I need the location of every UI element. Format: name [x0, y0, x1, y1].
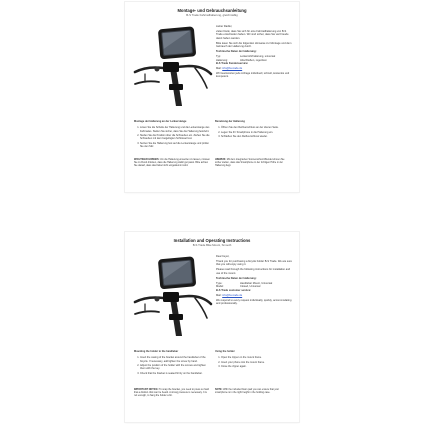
bike-mount-photo [133, 22, 213, 106]
service-heading: B-S Trade customer service: [216, 288, 252, 292]
service-mail-link[interactable]: info@bs-trade.de [222, 293, 243, 297]
mounting-step: 3. Setzen Sie die Halterung fest auf die Lenkerstange und prüfen Sie den Sitz. [140, 142, 210, 149]
mounting-step: 3. Check that the bracket is seated firmly on the handlebar. [140, 372, 210, 375]
usage-step: 3. Schließen Sie den Reißverschluss wieder. [221, 135, 291, 138]
intro-column [216, 255, 292, 307]
notice-label: IMPORTANT NOTICE: [134, 388, 159, 391]
note-label: NOTE: [215, 388, 223, 391]
usage-section [215, 120, 291, 140]
page-title: Installation and Operating Instructions [173, 238, 251, 243]
usage-step: 1. Öffnen Sie den Reißverschluss an der oberen Seite. [221, 126, 291, 129]
service-heading: B-S Trade Kundenservice: [216, 62, 249, 66]
mounting-step: 2. Stellen Sie die Position über die Schrauben ein. Ziehen Sie die Schrauben mit dem beigefügten Schlüssel fest. [140, 134, 210, 141]
mounting-step: 1. Insert the casing of the bracket around the handlebar of the bicycle. If necessary, add lighten the screw by hand. [140, 356, 210, 363]
greeting: Lieber Radler, [216, 25, 233, 28]
intro-paragraph: Thank you for purchasing a bicycle holder B-S Trade. We are sure that you will enjoy using it. [216, 260, 292, 267]
service-mail-label: Mail: [216, 293, 222, 297]
mounting-section [134, 120, 210, 150]
spec-value: Abschließen, regenfest [240, 58, 267, 62]
page-title: Montage- und Gebrauchsanleitung [177, 8, 247, 13]
note [215, 388, 291, 394]
spec-key: Model: [216, 285, 224, 289]
note-label: HINWEIS: [215, 158, 227, 161]
service-text: We respond to every request individually, quickly, accommodating and professionally. [216, 298, 292, 306]
usage-heading: Benutzung der Halterung [215, 120, 245, 123]
instructions-paragraph: Bitte lesen Sie sich die folgenden Hinweise zur Montage und dem Gebrauch der Halterung durch. [216, 41, 292, 49]
service-mail-label: Mail: [216, 67, 222, 71]
important-notice [134, 388, 210, 398]
specs-heading: Technische Daten der Halterung: [216, 50, 257, 54]
usage-step: 2. Insert your phone into the mount frame. [221, 361, 291, 364]
mounting-step: 2. Adjust the position of the holder with the screws and tighten them with the key. [140, 364, 210, 371]
service-mail-link[interactable]: info@bs-trade.de [222, 67, 243, 71]
spec-key: Type: [216, 281, 223, 285]
mounting-step: 1. Lösen Sie die Schelle der Halterung und die Lenkerstange des Fahrrades. Stellen Sie sicher, dass Sie die Halterung festzieht. [140, 126, 210, 133]
usage-section [215, 350, 291, 370]
notice-text: To snap the bracket, you need to press so hard that a distinct click can be heard. A strong pressure is necessary. It is not enough, to hang the holder a bit. [134, 388, 209, 398]
notice-text: Um die Halterung einsetzen zu lassen, müssen Sie zu Rund drücken, dass die Halterung stabil gut passt. Bitte achten Sie darauf, dass das Kabel nicht eingeklemmt wird. [134, 158, 211, 168]
note [215, 158, 291, 168]
usage-heading: Using the holder [215, 350, 235, 353]
intro-column [216, 25, 292, 80]
mounting-heading: Montage der Halterung an der Lenkerstange [134, 120, 187, 123]
page-subtitle: B-S Trade Fahrradhalterung, gleichmäßig [186, 13, 238, 17]
spec-value: Handlebar Mount, Universal [240, 281, 273, 285]
usage-step: 1. Open the zipper on the mount frame. [221, 356, 291, 359]
note-text: Mit dem integrierten Sonnenschutz-Blende können Sie sicher stellen, dass das Smartphone in der richtigen Höhe in der Halterung liegt. [215, 158, 285, 168]
note-text: With the included foam pad you can ensure that your smartphone is in the right height in the holding case. [215, 388, 280, 395]
page-subtitle: B-S Trade Bike Mount, Smooth [192, 243, 232, 247]
specs-heading: Technische Daten der Halterung: [216, 276, 257, 280]
spec-key: Typ: [216, 55, 221, 59]
spec-value: Closed, Universal [240, 285, 261, 289]
usage-step: 2. Legen Sie Ihr Smartphone in die Halterung ein. [221, 131, 291, 134]
manual-page-english [125, 232, 299, 422]
greeting: Dear buyer, [216, 255, 230, 258]
service-mail [216, 294, 292, 297]
service-mail [216, 67, 292, 70]
important-notice [134, 158, 210, 168]
spec-value: Lenkerrohrhalterung, universal [240, 55, 276, 59]
bike-mount-photo [133, 252, 213, 336]
service-text: Wir beantworten jede Anfrage individuell, schnell, kostenlos und kompetent. [216, 72, 290, 79]
notice-label: WICHTIGER HINWEIS: [134, 158, 160, 161]
intro-paragraph: vielen Dank, dass Sie sich für eine Fahrradhalterung von B-S Trade entschieden haben. Wir sind sicher, dass Sie viel Freude damit haben werden. [216, 30, 289, 40]
mounting-heading: Mounting the holder to the handlebar [134, 350, 179, 353]
instructions-paragraph: Please read through the following instructions for installation and use of the mount. [216, 268, 291, 275]
manual-page-german [125, 2, 299, 192]
usage-step: 3. Close the zipper again. [221, 365, 291, 368]
spec-key: Halterung: [216, 58, 228, 62]
mounting-section [134, 350, 210, 376]
